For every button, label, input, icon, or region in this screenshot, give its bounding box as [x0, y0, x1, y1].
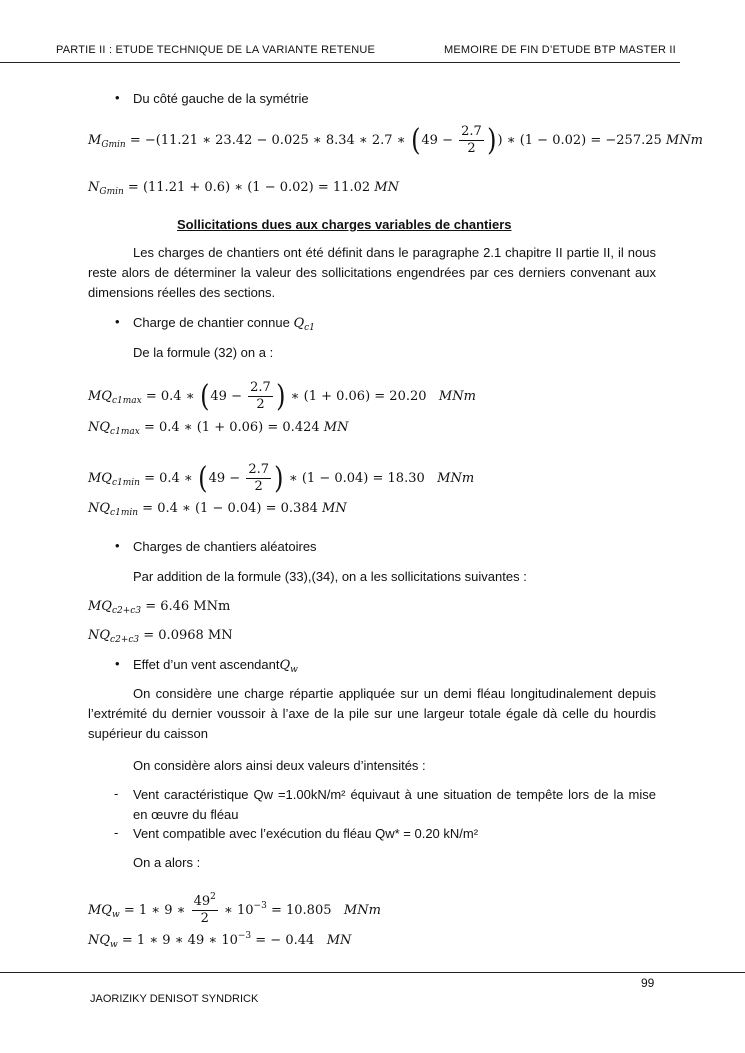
equation-mgmin [88, 124, 703, 157]
header-left: PARTIE II : ETUDE TECHNIQUE DE LA VARIANTE RETENUE [56, 44, 376, 56]
bullet-charge-connue [133, 313, 315, 334]
bullet-marker: • [115, 538, 120, 553]
fraction [459, 124, 484, 157]
num-exponent: 2 [210, 892, 216, 902]
eq-text: = 0.4 ∗ (1 − 0.04) = 0.384 [142, 501, 318, 516]
eq-exponent: −3 [253, 901, 267, 911]
footer-rule [0, 972, 745, 973]
eq-symbol: Q [279, 658, 291, 673]
eq-text: = 6.46 MNm [145, 599, 231, 614]
eq-unit: MNm [437, 471, 475, 486]
eq-text: 49 − [210, 389, 242, 404]
eq-unit: MNm [343, 903, 381, 918]
eq-subscript: c1min [111, 478, 140, 488]
page-number: 99 [641, 976, 655, 990]
eq-text: ) ∗ (1 − 0.02) = −257.25 [497, 133, 662, 148]
num-base: 49 [193, 894, 211, 909]
eq-text: ∗ (1 − 0.04) = 18.30 [288, 471, 425, 486]
eq-symbol: MQ [88, 389, 112, 404]
bullet-gauche-symetrie: Du côté gauche de la symétrie [133, 91, 309, 106]
fraction-numerator: 2.7 [461, 124, 482, 139]
eq-symbol: MQ [88, 903, 112, 918]
eq-unit: MN [326, 933, 352, 948]
header-rule [0, 62, 680, 63]
dash-item-vent-caracteristique: Vent caractéristique Qw =1.00kN/m² équivaut à une situation de tempête lors de la mise en œuvre du fléau [133, 787, 656, 822]
eq-text: = 0.4 ∗ [145, 389, 195, 404]
eq-symbol: N [88, 180, 100, 195]
bullet-marker: • [115, 314, 120, 329]
fraction-denominator: 2 [256, 397, 265, 412]
eq-symbol: MQ [88, 471, 112, 486]
eq-symbol: NQ [88, 933, 111, 948]
fraction-denominator: 2 [200, 911, 209, 926]
section-title: Sollicitations dues aux charges variables de chantiers [177, 217, 512, 232]
eq-subscript: c2+c3 [111, 606, 142, 616]
big-paren-right: ) [275, 378, 286, 414]
eq-unit: MN [374, 180, 399, 195]
paragraph-deux-valeurs: On considère alors ainsi deux valeurs d’intensités : [133, 758, 426, 773]
paragraph-formule-33-34: Par addition de la formule (33),(34), on a les sollicitations suivantes : [133, 569, 527, 584]
big-paren-right: ) [486, 122, 497, 158]
bullet-marker: • [115, 90, 120, 105]
eq-subscript: c1 [304, 323, 315, 333]
eq-subscript: w [111, 910, 120, 920]
fraction-denominator: 2 [254, 479, 263, 494]
eq-text: 49 − [208, 471, 241, 486]
paragraph-charge-repartie: On considère une charge répartie appliquée sur un demi fléau longitudinalement depuis l’extrémité du dernier voussoir à l’axe de la pile sur une largeur totale égale dà celle du hourdis supérieur du caisson [88, 686, 656, 741]
paragraph-formule-32: De la formule (32) on a : [133, 345, 274, 360]
fraction [248, 380, 273, 413]
equation-nqc2c3 [88, 626, 233, 646]
dash-marker: - [114, 825, 119, 840]
eq-text: = 1 ∗ 9 ∗ 49 ∗ 10 [121, 933, 238, 948]
eq-subscript: w [110, 940, 118, 950]
eq-symbol: NQ [88, 420, 111, 435]
eq-text: = 10.805 [270, 903, 332, 918]
eq-symbol: NQ [88, 501, 111, 516]
eq-symbol: M [88, 133, 102, 148]
footer-author: JAORIZIKY DENISOT SYNDRICK [90, 993, 259, 1005]
paragraph-on-a-alors: On a alors : [133, 855, 201, 870]
eq-text: = 0.4 ∗ [144, 471, 193, 486]
big-paren-left: ( [198, 460, 208, 496]
fraction-numerator: 2.7 [248, 462, 270, 477]
eq-text: 49 − [421, 133, 453, 148]
equation-ngmin [88, 178, 399, 198]
eq-subscript: c1max [111, 396, 142, 406]
eq-text: ∗ (1 + 0.06) = 20.20 [290, 389, 427, 404]
eq-unit: MNm [665, 133, 703, 148]
eq-subscript: c1max [110, 427, 140, 437]
equation-nqc1max [88, 418, 348, 438]
eq-text: = (11.21 + 0.6) ∗ (1 − 0.02) = 11.02 [127, 180, 371, 195]
eq-symbol: MQ [88, 599, 112, 614]
equation-mqc1min [88, 462, 474, 495]
eq-unit: MN [322, 501, 347, 516]
fraction [246, 462, 271, 495]
eq-subscript: Gmin [101, 140, 126, 150]
equation-nqw [88, 931, 351, 951]
dash-item-vent-compatible: Vent compatible avec l’exécution du fléau Qw* = 0.20 kN/m² [133, 826, 479, 841]
eq-text: = 0.4 ∗ (1 + 0.06) = 0.424 [143, 420, 320, 435]
fraction-denominator: 2 [467, 141, 476, 156]
big-paren-right: ) [274, 460, 284, 496]
eq-symbol: NQ [88, 628, 111, 643]
equation-mqw [88, 894, 381, 927]
header-right: MEMOIRE DE FIN D’ETUDE BTP MASTER II [444, 44, 676, 56]
dash-marker: - [114, 786, 119, 801]
eq-unit: MNm [438, 389, 476, 404]
eq-text: = 1 ∗ 9 ∗ [123, 903, 186, 918]
fraction-numerator [192, 894, 218, 911]
bullet-text: Charge de chantier connue [133, 315, 290, 330]
big-paren-left: ( [199, 378, 210, 414]
eq-subscript: Gmin [99, 187, 124, 197]
eq-subscript: c2+c3 [110, 635, 140, 645]
eq-text: = −(11.21 ∗ 23.42 − 0.025 ∗ 8.34 ∗ 2.7 ∗ [129, 133, 406, 148]
bullet-marker: • [115, 656, 120, 671]
eq-text: = 0.0968 MN [143, 628, 233, 643]
eq-subscript: c1min [110, 508, 139, 518]
bullet-vent-ascendant [133, 655, 298, 676]
eq-exponent: −3 [237, 931, 252, 941]
equation-mqc1max [88, 380, 476, 413]
fraction-numerator: 2.7 [250, 380, 271, 395]
bullet-charges-aleatoires: Charges de chantiers aléatoires [133, 539, 317, 554]
eq-text: = − 0.44 [255, 933, 315, 948]
equation-nqc1min [88, 499, 347, 519]
big-paren-left: ( [410, 122, 421, 158]
bullet-text: Effet d’un vent ascendant [133, 657, 280, 672]
eq-subscript: w [290, 665, 298, 675]
fraction [192, 894, 218, 927]
eq-unit: MN [323, 420, 349, 435]
eq-text: ∗ 10 [224, 903, 254, 918]
equation-mqc2c3 [88, 597, 230, 617]
paragraph-charges-chantiers: Les charges de chantiers ont été définit dans le paragraphe 2.1 chapitre II partie II, il nous reste alors de déterminer la valeur des sollicitations engendrées par ces derniers convenant aux dimensions réelles des sections. [88, 245, 656, 300]
eq-symbol: Q [293, 316, 305, 331]
